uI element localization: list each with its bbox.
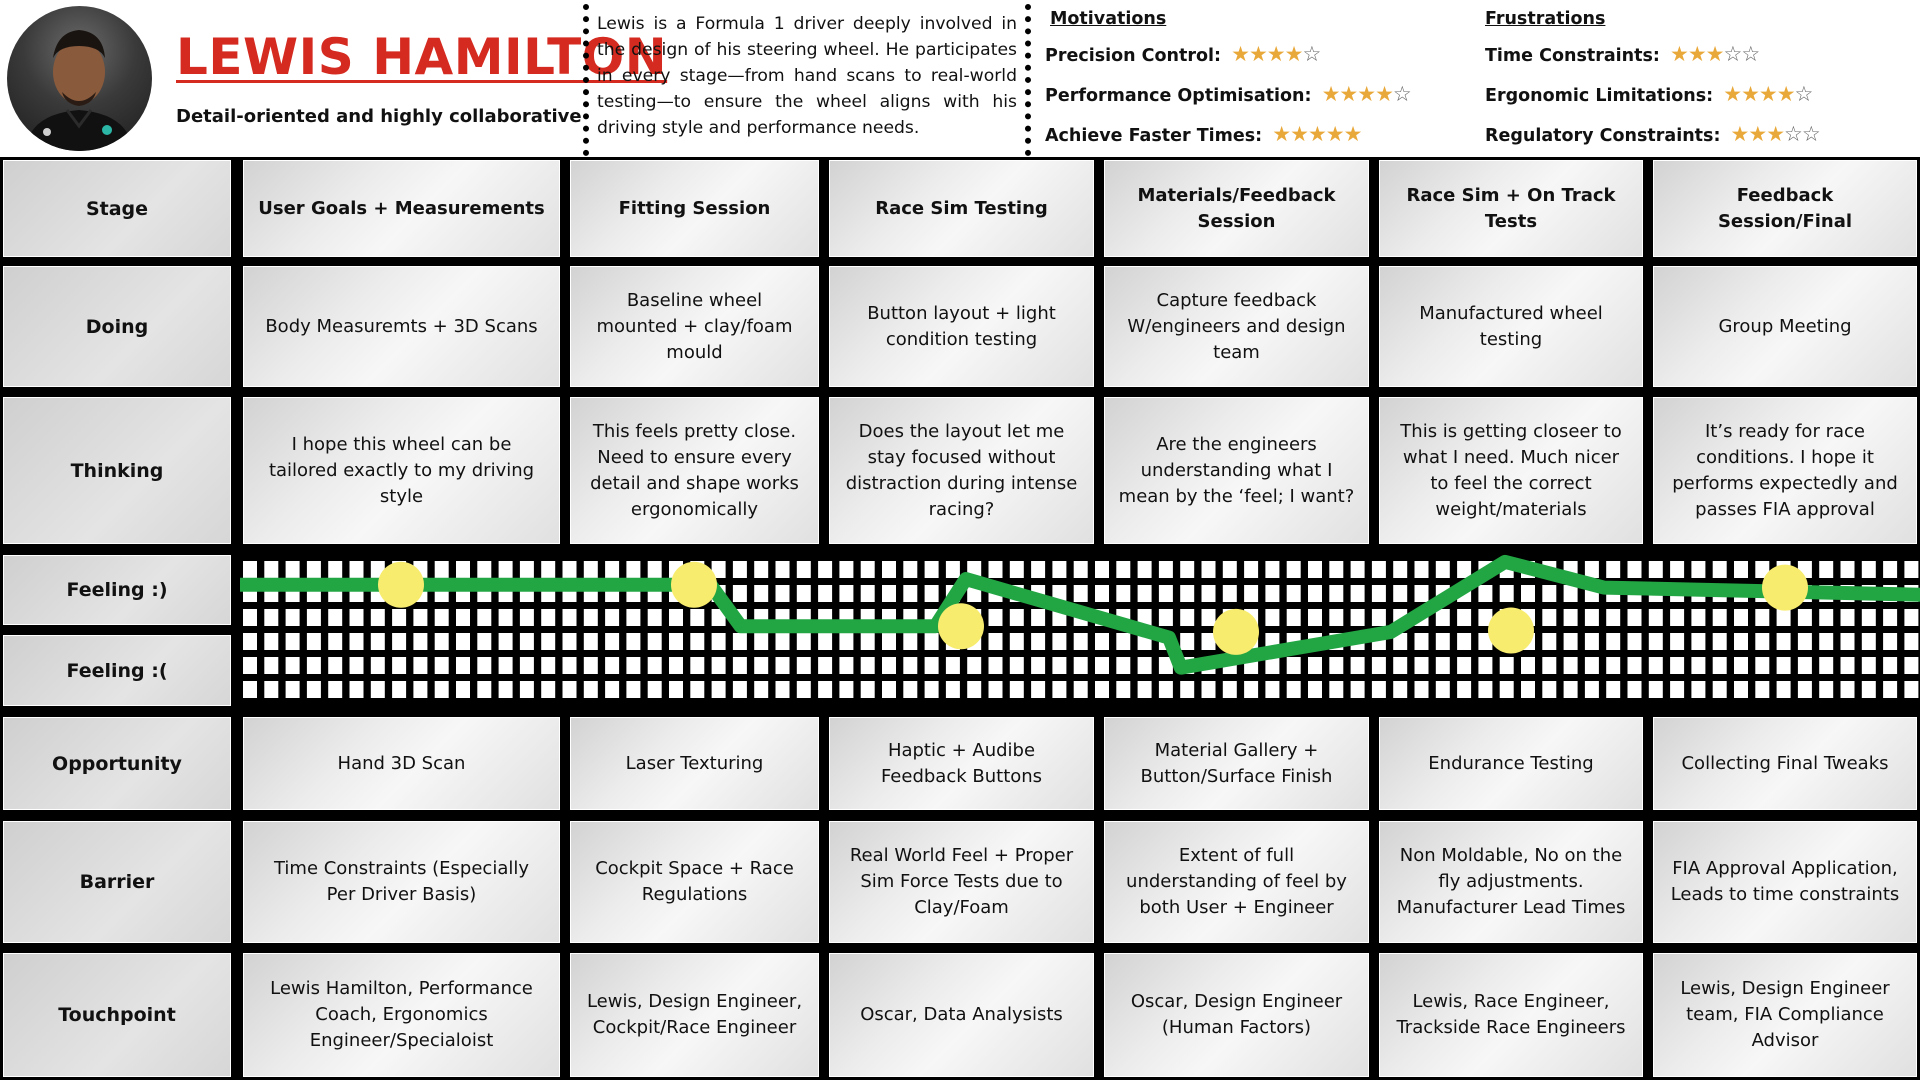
star-rating (1322, 82, 1411, 106)
row-label-feeling-good: Feeling :) (0, 552, 234, 628)
emotion-marker (378, 562, 424, 608)
motivation-item (1045, 42, 1320, 66)
motivation-item (1045, 82, 1411, 106)
star-filled-icon: ★ (1357, 82, 1376, 106)
dotted-divider (1025, 4, 1031, 156)
star-empty-icon: ☆ (1784, 122, 1802, 146)
doing-cell: Group Meeting (1650, 263, 1920, 390)
star-rating (1731, 122, 1820, 146)
thinking-cell: Are the engineers understanding what I mean by the ‘feel; I want? (1101, 394, 1372, 547)
star-filled-icon: ★ (1723, 82, 1742, 106)
motivation-label: Precision Control: (1045, 46, 1222, 66)
star-filled-icon: ★ (1307, 122, 1326, 146)
stage-cell: Materials/Feedback Session (1101, 157, 1372, 260)
star-filled-icon: ★ (1705, 42, 1724, 66)
emotion-curve-panel (240, 553, 1920, 708)
barrier-cell: Real World Feel + Proper Sim Force Tests due to Clay/Foam (826, 818, 1097, 946)
star-rating (1272, 122, 1361, 146)
barrier-cell: Cockpit Space + Race Regulations (567, 818, 822, 946)
doing-cell: Button layout + light condition testing (826, 263, 1097, 390)
star-filled-icon: ★ (1730, 122, 1749, 146)
row-label-barrier: Barrier (0, 818, 234, 946)
star-filled-icon: ★ (1248, 42, 1267, 66)
emotion-curve-chart (240, 553, 1920, 708)
doing-cell: Baseline wheel mounted + clay/foam mould (567, 263, 822, 390)
thinking-cell: This is getting closeer to what I need. Much nicer to feel the correct weight/materials (1376, 394, 1646, 547)
frustration-item (1485, 82, 1812, 106)
star-filled-icon: ★ (1758, 82, 1777, 106)
doing-cell: Body Measuremts + 3D Scans (240, 263, 563, 390)
barrier-cell: Time Constraints (Especially Per Driver Basis) (240, 818, 563, 946)
star-filled-icon: ★ (1231, 42, 1249, 66)
star-filled-icon: ★ (1325, 122, 1344, 146)
doing-cell: Capture feedback W/engineers and design team (1101, 263, 1372, 390)
star-empty-icon: ☆ (1302, 42, 1321, 66)
stage-cell: Feedback Session/Final (1650, 157, 1920, 260)
row-label-thinking: Thinking (0, 394, 234, 547)
frustration-item (1485, 42, 1759, 66)
touchpoint-cell: Oscar, Design Engineer (Human Factors) (1101, 950, 1372, 1080)
star-rating (1670, 42, 1759, 66)
star-filled-icon: ★ (1321, 82, 1340, 106)
motivation-label: Performance Optimisation: (1045, 86, 1312, 106)
star-empty-icon: ☆ (1723, 42, 1742, 66)
emotion-marker (671, 562, 717, 608)
row-label-doing: Doing (0, 263, 234, 390)
opportunity-cell: Material Gallery + Button/Surface Finish (1101, 714, 1372, 813)
row-label-feeling-bad: Feeling :( (0, 632, 234, 709)
star-filled-icon: ★ (1266, 42, 1285, 66)
avatar (7, 6, 152, 151)
doing-cell: Manufactured wheel testing (1376, 263, 1646, 390)
star-filled-icon: ★ (1687, 42, 1706, 66)
star-empty-icon: ☆ (1392, 82, 1411, 106)
emotion-marker (1213, 609, 1259, 655)
frustration-label: Ergonomic Limitations: (1485, 86, 1714, 106)
row-label-stage: Stage (0, 157, 234, 260)
opportunity-cell: Laser Texturing (567, 714, 822, 813)
motivation-label: Achieve Faster Times: (1045, 126, 1263, 146)
opportunity-cell: Haptic + Audibe Feedback Buttons (826, 714, 1097, 813)
touchpoint-cell: Oscar, Data Analysists (826, 950, 1097, 1080)
star-filled-icon: ★ (1290, 122, 1308, 146)
stage-cell: Race Sim + On Track Tests (1376, 157, 1646, 260)
frustration-label: Regulatory Constraints: (1485, 126, 1721, 146)
opportunity-cell: Endurance Testing (1376, 714, 1646, 813)
star-filled-icon: ★ (1776, 82, 1795, 106)
star-filled-icon: ★ (1339, 82, 1358, 106)
frustrations-title: Frustrations (1485, 9, 1606, 29)
touchpoint-cell: Lewis Hamilton, Performance Coach, Ergonomics Engineer/Specialoist (240, 950, 563, 1080)
barrier-cell: FIA Approval Application, Leads to time constraints (1650, 818, 1920, 946)
star-filled-icon: ★ (1741, 82, 1759, 106)
touchpoint-cell: Lewis, Design Engineer team, FIA Compliance Advisor (1650, 950, 1920, 1080)
star-empty-icon: ☆ (1801, 122, 1820, 146)
stage-cell: Race Sim Testing (826, 157, 1097, 260)
thinking-cell: It’s ready for race conditions. I hope it performs expectedly and passes FIA approval (1650, 394, 1920, 547)
row-label-touchpoint: Touchpoint (0, 950, 234, 1080)
dotted-divider (583, 4, 589, 156)
frustration-item (1485, 122, 1820, 146)
star-filled-icon: ★ (1272, 122, 1291, 146)
star-filled-icon: ★ (1343, 122, 1362, 146)
stage-cell: Fitting Session (567, 157, 822, 260)
persona-bio: Lewis is a Formula 1 driver deeply involved in the design of his steering wheel. He participates in every stage—from hand scans to real-world testing—to ensure the wheel aligns with his driving style and performance needs. (597, 14, 1017, 138)
touchpoint-cell: Lewis, Design Engineer, Cockpit/Race Engineer (567, 950, 822, 1080)
barrier-cell: Extent of full understanding of feel by both User + Engineer (1101, 818, 1372, 946)
star-rating (1723, 82, 1812, 106)
opportunity-cell: Hand 3D Scan (240, 714, 563, 813)
stage-cell: User Goals + Measurements (240, 157, 563, 260)
persona-tagline: Detail-oriented and highly collaborative (176, 106, 582, 127)
opportunity-cell: Collecting Final Tweaks (1650, 714, 1920, 813)
motivations-title: Motivations (1050, 9, 1167, 29)
emotion-marker (938, 603, 984, 649)
thinking-cell: I hope this wheel can be tailored exactly to my driving style (240, 394, 563, 547)
star-filled-icon: ★ (1284, 42, 1303, 66)
row-label-opportunity: Opportunity (0, 714, 234, 813)
star-filled-icon: ★ (1748, 122, 1767, 146)
driver-portrait-icon (7, 6, 152, 151)
barrier-cell: Non Moldable, No on the fly adjustments. Manufacturer Lead Times (1376, 818, 1646, 946)
star-filled-icon: ★ (1766, 122, 1785, 146)
touchpoint-cell: Lewis, Race Engineer, Trackside Race Engineers (1376, 950, 1646, 1080)
star-filled-icon: ★ (1670, 42, 1688, 66)
frustration-label: Time Constraints: (1485, 46, 1660, 66)
thinking-cell: This feels pretty close. Need to ensure every detail and shape works ergonomically (567, 394, 822, 547)
persona-name: LEWIS HAMILTON (176, 28, 668, 86)
emotion-marker (1762, 565, 1808, 611)
persona-header (0, 0, 1920, 157)
thinking-cell: Does the layout let me stay focused without distraction during intense racing? (826, 394, 1097, 547)
motivation-item (1045, 122, 1361, 146)
star-empty-icon: ☆ (1794, 82, 1813, 106)
emotion-marker (1488, 608, 1534, 654)
star-empty-icon: ☆ (1741, 42, 1760, 66)
star-rating (1231, 42, 1320, 66)
star-filled-icon: ★ (1375, 82, 1393, 106)
